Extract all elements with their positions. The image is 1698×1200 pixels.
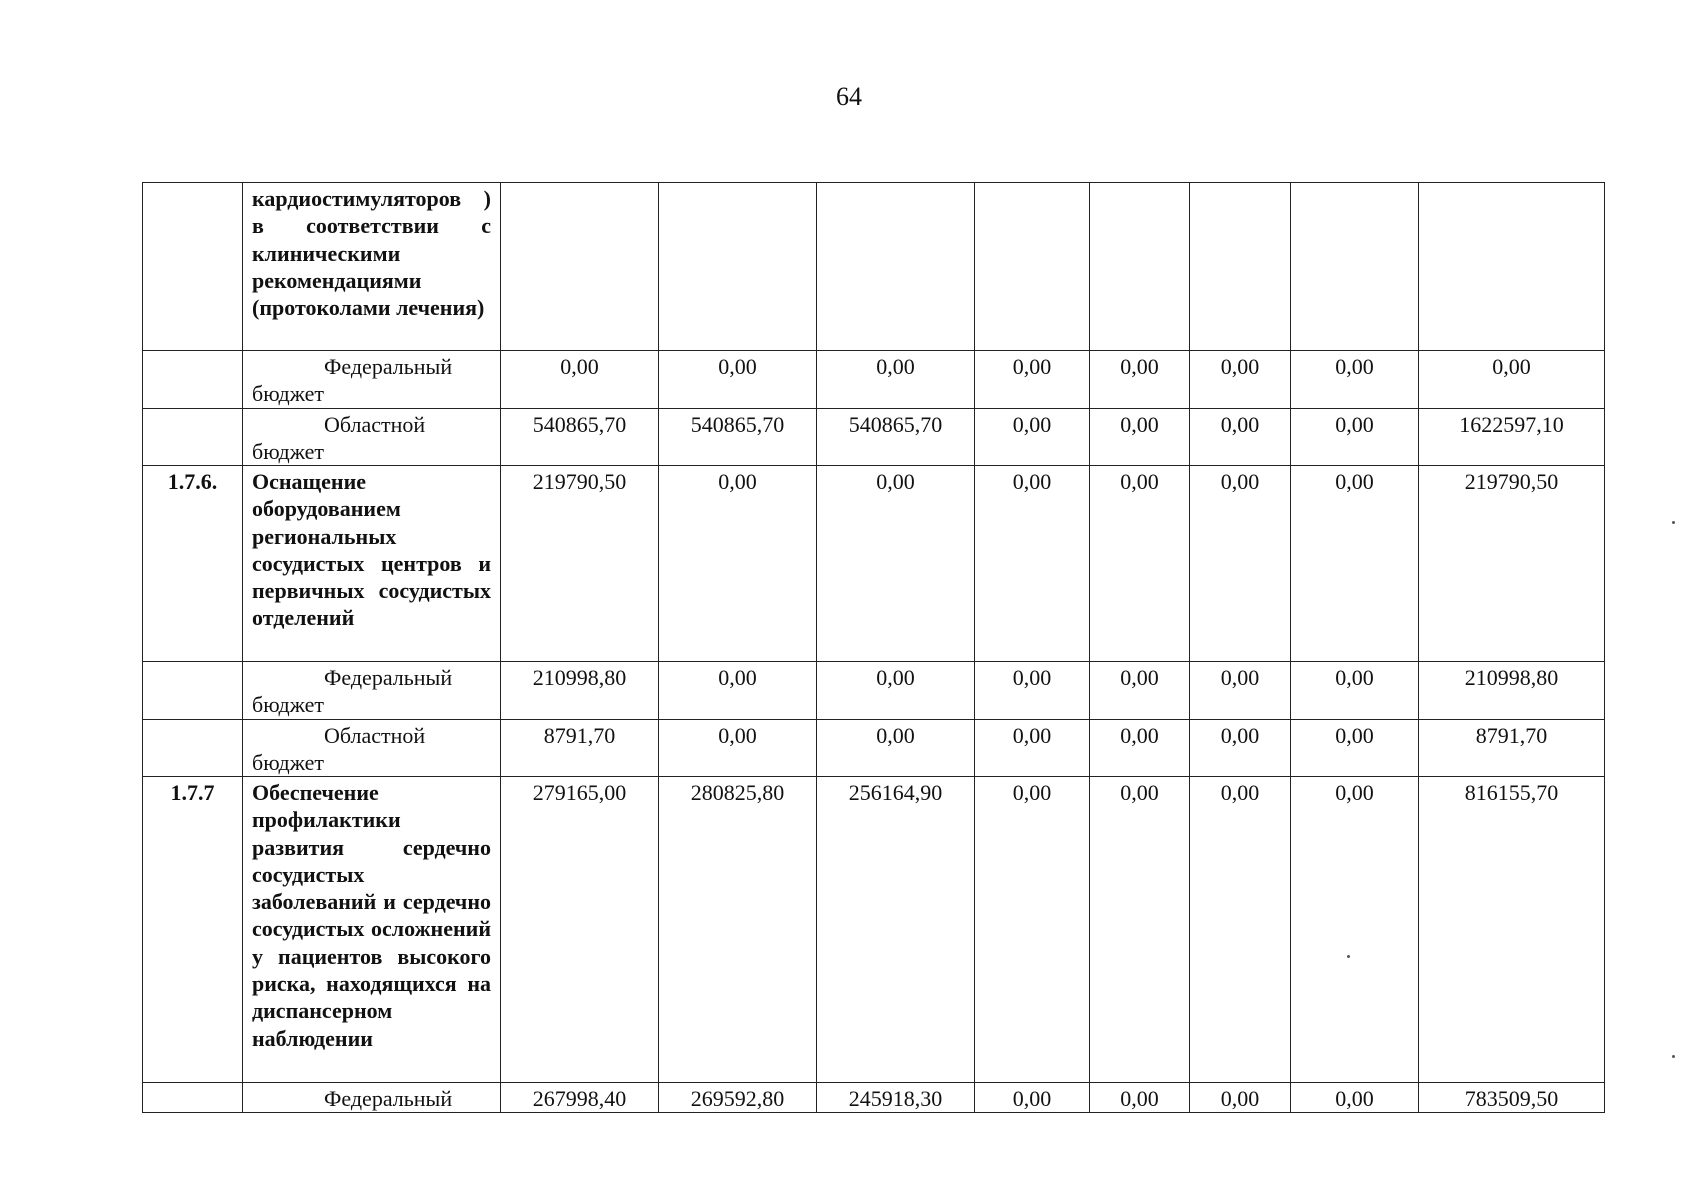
value-cell: 219790,50: [501, 466, 659, 662]
table-row: [143, 466, 1605, 662]
value-cell: 0,00: [1291, 351, 1419, 409]
value-cell: 0,00: [817, 466, 975, 662]
value-cell: 267998,40: [501, 1083, 659, 1113]
row-code: [143, 408, 243, 466]
value-total: 783509,50: [1419, 1083, 1605, 1113]
value-total: [1419, 183, 1605, 351]
row-code: [143, 719, 243, 777]
funding-source: [243, 351, 501, 409]
row-code: [143, 183, 243, 351]
value-cell: 210998,80: [501, 662, 659, 720]
value-cell: 0,00: [1090, 1083, 1190, 1113]
measure-name: кардиостимуляторов ) в соответствии с клиническими рекомендациями (протоколами лечения): [243, 183, 501, 351]
value-cell: 0,00: [659, 662, 817, 720]
value-cell: 0,00: [1090, 351, 1190, 409]
table-row: [143, 1083, 1605, 1113]
funding-source: [243, 408, 501, 466]
value-cell: 0,00: [817, 662, 975, 720]
budget-table: [142, 182, 1605, 1113]
value-cell: 269592,80: [659, 1083, 817, 1113]
table-row: [143, 351, 1605, 409]
value-cell: 0,00: [1090, 466, 1190, 662]
value-cell: 0,00: [1291, 662, 1419, 720]
value-cell: [975, 183, 1090, 351]
value-total: 816155,70: [1419, 777, 1605, 1083]
value-total: 1622597,10: [1419, 408, 1605, 466]
value-cell: 0,00: [975, 662, 1090, 720]
page-number: 64: [836, 82, 862, 111]
value-total: 219790,50: [1419, 466, 1605, 662]
value-cell: 0,00: [975, 351, 1090, 409]
row-code: [143, 351, 243, 409]
value-cell: 0,00: [659, 351, 817, 409]
funding-source: [243, 1083, 501, 1113]
table-row: [143, 408, 1605, 466]
value-cell: 0,00: [1291, 466, 1419, 662]
value-cell: 540865,70: [817, 408, 975, 466]
funding-source-label: Федеральный бюджет: [252, 354, 453, 407]
value-cell: 0,00: [1190, 466, 1291, 662]
funding-source-label: Федеральный: [324, 1086, 453, 1112]
value-cell: 0,00: [975, 408, 1090, 466]
value-cell: 0,00: [1291, 1083, 1419, 1113]
value-cell: 280825,80: [659, 777, 817, 1083]
funding-source-label: Областной бюджет: [252, 411, 426, 464]
funding-source-label: Федеральный бюджет: [252, 665, 453, 718]
value-cell: 0,00: [975, 719, 1090, 777]
value-total: 0,00: [1419, 351, 1605, 409]
value-cell: 0,00: [1190, 351, 1291, 409]
value-cell: 256164,90: [817, 777, 975, 1083]
funding-source-label: Областной бюджет: [252, 722, 426, 775]
table-row: [143, 777, 1605, 1083]
value-cell: 0,00: [817, 351, 975, 409]
value-cell: 0,00: [659, 466, 817, 662]
row-code: 1.7.7: [143, 777, 243, 1083]
funding-source: [243, 662, 501, 720]
value-cell: 0,00: [1190, 662, 1291, 720]
value-cell: 279165,00: [501, 777, 659, 1083]
value-cell: 0,00: [817, 719, 975, 777]
row-code: [143, 662, 243, 720]
value-cell: 0,00: [1090, 777, 1190, 1083]
value-cell: [659, 183, 817, 351]
value-cell: [501, 183, 659, 351]
value-cell: 0,00: [1291, 777, 1419, 1083]
value-cell: 0,00: [1090, 408, 1190, 466]
scan-speck: [1347, 955, 1350, 958]
scan-speck: [1672, 1055, 1675, 1058]
value-cell: 0,00: [1190, 1083, 1291, 1113]
value-cell: 0,00: [975, 1083, 1090, 1113]
budget-table-body: [143, 183, 1605, 1113]
row-code: 1.7.6.: [143, 466, 243, 662]
table-row: [143, 719, 1605, 777]
value-cell: 0,00: [1090, 719, 1190, 777]
value-cell: 0,00: [501, 351, 659, 409]
value-cell: 0,00: [1291, 719, 1419, 777]
value-total: 210998,80: [1419, 662, 1605, 720]
value-cell: 540865,70: [501, 408, 659, 466]
measure-name: Оснащение оборудованием региональных сосудистых центров и первичных сосудистых отделений: [243, 466, 501, 662]
value-cell: [1190, 183, 1291, 351]
row-code: [143, 1083, 243, 1113]
value-cell: 0,00: [1090, 662, 1190, 720]
table-row: [143, 662, 1605, 720]
value-cell: 0,00: [1190, 719, 1291, 777]
value-cell: 0,00: [659, 719, 817, 777]
value-cell: 0,00: [1190, 777, 1291, 1083]
value-cell: [817, 183, 975, 351]
value-cell: 8791,70: [501, 719, 659, 777]
value-cell: [1090, 183, 1190, 351]
value-cell: 540865,70: [659, 408, 817, 466]
measure-name: Обеспечение профилактики развития сердечно сосудистых заболеваний и сердечно сосудистых осложнений у пациентов высокого риска, находящихся на диспансерном наблюдении: [243, 777, 501, 1083]
value-cell: [1291, 183, 1419, 351]
value-cell: 0,00: [1190, 408, 1291, 466]
value-cell: 0,00: [975, 777, 1090, 1083]
scan-speck: [1672, 521, 1675, 524]
funding-source: [243, 719, 501, 777]
table-row: [143, 183, 1605, 351]
value-cell: 0,00: [975, 466, 1090, 662]
value-total: 8791,70: [1419, 719, 1605, 777]
value-cell: 0,00: [1291, 408, 1419, 466]
value-cell: 245918,30: [817, 1083, 975, 1113]
